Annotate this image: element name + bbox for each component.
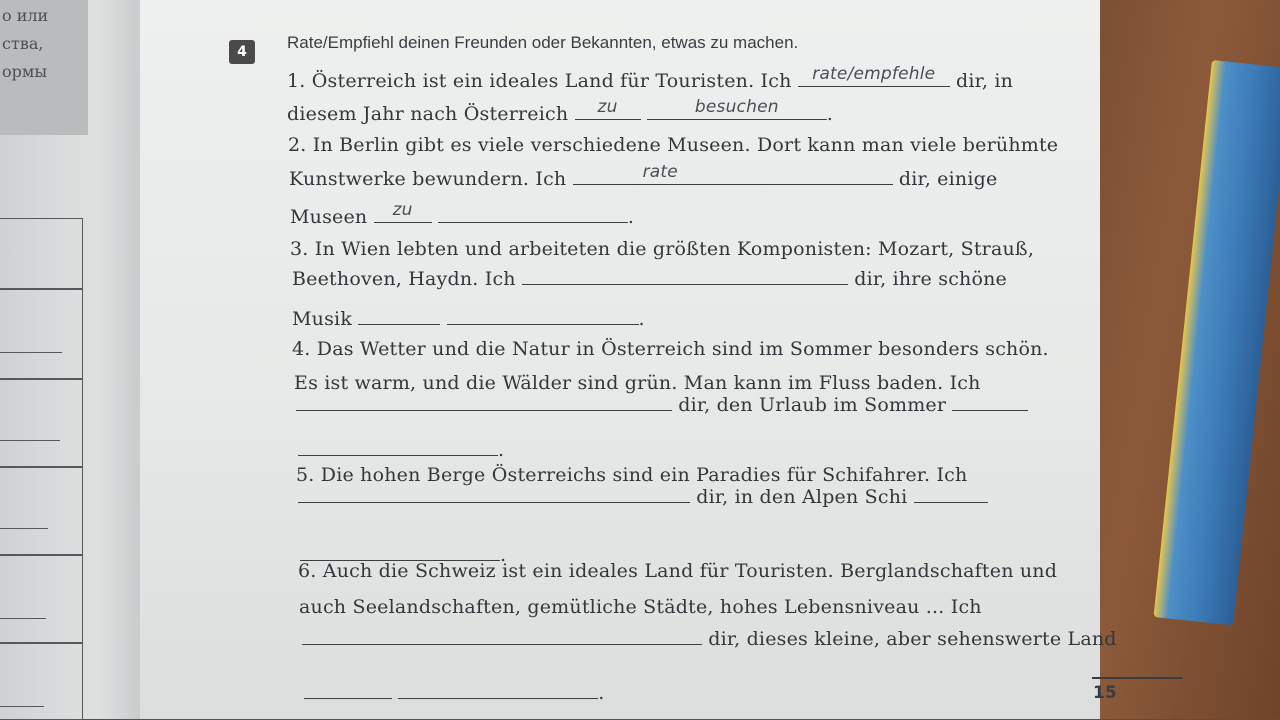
handwritten-answer: zu xyxy=(597,97,618,117)
page-number: 15 xyxy=(1093,683,1117,703)
left-fragment: ормы xyxy=(2,62,48,81)
left-table-cell xyxy=(0,642,83,720)
answer-blank[interactable] xyxy=(575,97,641,120)
answer-blank[interactable] xyxy=(438,204,628,223)
sentence-text: . xyxy=(638,308,645,330)
sentence-text: Beethoven, Haydn. Ich xyxy=(292,268,516,290)
sentence-text: 2. In Berlin gibt es viele verschiedene Museen. Dort kann man viele berühmte xyxy=(288,134,1059,156)
sentence-line xyxy=(290,238,1034,260)
page-number-rule xyxy=(1092,677,1182,679)
sentence-line xyxy=(287,64,1014,92)
sentence-text: diesem Jahr nach Österreich xyxy=(287,103,569,125)
answer-blank[interactable] xyxy=(573,162,893,185)
sentence-line xyxy=(288,134,1058,156)
answer-blank[interactable] xyxy=(300,542,500,561)
handwritten-answer: zu xyxy=(392,200,413,220)
sentence-line xyxy=(296,464,967,486)
answer-blank[interactable] xyxy=(302,626,702,645)
sentence-text: auch Seelandschaften, gemütliche Städte, hohes Lebensniveau ... Ich xyxy=(299,596,982,618)
sentence-text: . xyxy=(627,206,635,228)
sentence-text: Es ist warm, und die Wälder sind grün. Man kann im Fluss baden. Ich xyxy=(294,372,981,394)
sentence-text: Kunstwerke bewundern. Ich xyxy=(289,168,567,190)
sentence-text: 5. Die hohen Berge Österreichs sind ein Paradies für Schifahrer. Ich xyxy=(296,464,968,486)
handwritten-answer: besuchen xyxy=(694,97,779,117)
sentence-text: Musik xyxy=(292,308,353,330)
answer-blank[interactable] xyxy=(298,484,690,503)
sentence-text: dir, einige xyxy=(898,168,998,190)
answer-blank[interactable] xyxy=(304,680,392,699)
left-table-cell xyxy=(0,466,83,556)
sentence-text: dir, in den Alpen Schi xyxy=(696,486,908,508)
left-fragment: о или xyxy=(2,6,49,25)
sentence-line xyxy=(302,626,1117,650)
sentence-text: . xyxy=(826,103,834,125)
sentence-text: dir, in xyxy=(956,70,1014,92)
sentence-text: 1. Österreich ist ein ideales Land für Touristen. Ich xyxy=(287,70,792,92)
sentence-line xyxy=(290,200,635,228)
left-rule xyxy=(0,528,48,529)
sentence-line xyxy=(294,372,981,394)
answer-blank[interactable] xyxy=(952,392,1028,411)
exercise-number-badge: 4 xyxy=(229,40,255,64)
sentence-text: 3. In Wien lebten und arbeiteten die größten Komponisten: Mozart, Strauß, xyxy=(290,238,1035,260)
answer-blank[interactable] xyxy=(522,266,848,285)
sentence-text: 4. Das Wetter und die Natur in Österreich sind im Sommer besonders schön. xyxy=(292,338,1049,360)
answer-blank[interactable] xyxy=(798,64,950,87)
answer-blank[interactable] xyxy=(298,437,498,456)
exercise-instruction: Rate/Empfiehl deinen Freunden oder Bekannten, etwas zu machen. xyxy=(287,33,799,52)
left-table-cell xyxy=(0,554,83,644)
sentence-text: 6. Auch die Schweiz ist ein ideales Land für Touristen. Berglandschaften und xyxy=(298,560,1058,582)
sentence-line xyxy=(299,596,982,618)
sentence-line xyxy=(304,680,605,704)
left-table-cell xyxy=(0,378,83,468)
answer-blank[interactable] xyxy=(296,392,672,411)
sentence-line xyxy=(298,484,988,508)
left-rule xyxy=(0,440,60,441)
left-page xyxy=(0,0,140,719)
sentence-line xyxy=(298,437,504,461)
answer-blank[interactable] xyxy=(914,484,988,503)
sentence-line xyxy=(287,97,834,125)
left-fragment: ства, xyxy=(2,34,44,53)
sentence-text: dir, ihre schöne xyxy=(854,268,1007,290)
sentence-text: Museen xyxy=(290,206,368,228)
answer-blank[interactable] xyxy=(398,680,598,699)
sentence-line xyxy=(298,560,1057,582)
handwritten-answer: rate xyxy=(642,162,678,182)
sentence-line xyxy=(296,392,1028,416)
sentence-line xyxy=(292,306,645,330)
answer-blank[interactable] xyxy=(447,306,639,325)
sentence-text: dir, dieses kleine, aber sehenswerte Land xyxy=(708,628,1117,650)
left-rule xyxy=(0,706,44,707)
sentence-line xyxy=(292,338,1049,360)
left-rule xyxy=(0,352,62,353)
sentence-text: . xyxy=(498,439,505,461)
sentence-text: . xyxy=(500,544,507,566)
left-rule xyxy=(0,618,46,619)
sentence-line xyxy=(292,266,1007,290)
sentence-text: dir, den Urlaub im Sommer xyxy=(678,394,947,416)
sentence-line xyxy=(289,162,998,190)
answer-blank[interactable] xyxy=(374,200,432,223)
handwritten-answer: rate/empfehle xyxy=(812,64,936,84)
answer-blank[interactable] xyxy=(647,97,827,120)
left-table-cell xyxy=(0,218,83,290)
left-table-cell xyxy=(0,288,83,380)
answer-blank[interactable] xyxy=(358,306,440,325)
sentence-text: . xyxy=(598,682,605,704)
